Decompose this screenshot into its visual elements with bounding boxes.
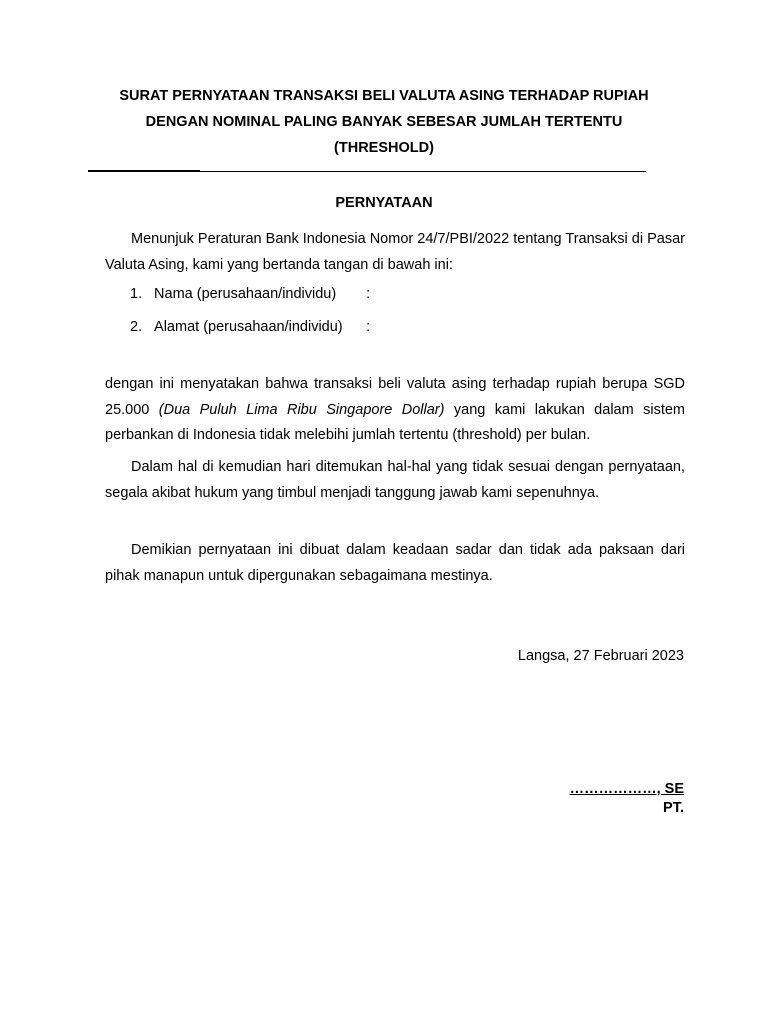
section-heading: PERNYATAAN: [335, 195, 433, 211]
signature-company: PT.: [663, 800, 684, 816]
statement-paragraph: [105, 372, 685, 449]
list-label: Alamat (perusahaan/individu): [154, 319, 343, 335]
title-line-1: SURAT PERNYATAAN TRANSAKSI BELI VALUTA ASING TERHADAP RUPIAH: [119, 88, 649, 104]
title-underline: [88, 171, 646, 172]
title-line-3: (THRESHOLD): [334, 140, 434, 156]
list-colon: :: [366, 319, 371, 335]
document-title: [84, 83, 684, 161]
closing-paragraph: Demikian pernyataan ini dibuat dalam keadaan sadar dan tidak ada paksaan dari pihak manapun untuk dipergunakan sebagaimana mestinya.: [105, 542, 685, 584]
list-number: 1.: [130, 286, 143, 302]
list-colon: :: [366, 286, 371, 302]
list-item-name: [130, 286, 370, 302]
list-number: 2.: [130, 319, 143, 335]
intro-paragraph: Menunjuk Peraturan Bank Indonesia Nomor 24/7/PBI/2022 tentang Transaksi di Pasar Valuta Asing, kami yang bertanda tangan di bawah ini:: [105, 231, 685, 273]
title-line-2: DENGAN NOMINAL PALING BANYAK SEBESAR JUMLAH TERTENTU: [145, 114, 623, 130]
signature-name: ………………, SE: [569, 781, 684, 797]
list-item-address: [130, 319, 370, 335]
statement-amount-words: (Dua Puluh Lima Ribu Singapore Dollar): [158, 401, 445, 418]
statement-text-after: yang kami lakukan dalam sistem perbankan di Indonesia tidak melebihi jumlah tertentu (threshold) per bulan.: [105, 401, 685, 443]
list-label: Nama (perusahaan/individu): [154, 286, 337, 302]
statement-text-before: dengan ini menyatakan bahwa transaksi beli valuta asing terhadap rupiah berupa SGD 25.000: [105, 376, 685, 418]
consequence-paragraph: Dalam hal di kemudian hari ditemukan hal-hal yang tidak sesuai dengan pernyataan, segala akibat hukum yang timbul menjadi tanggung jawab kami sepenuhnya.: [105, 459, 685, 501]
place-date: Langsa, 27 Februari 2023: [517, 648, 684, 664]
